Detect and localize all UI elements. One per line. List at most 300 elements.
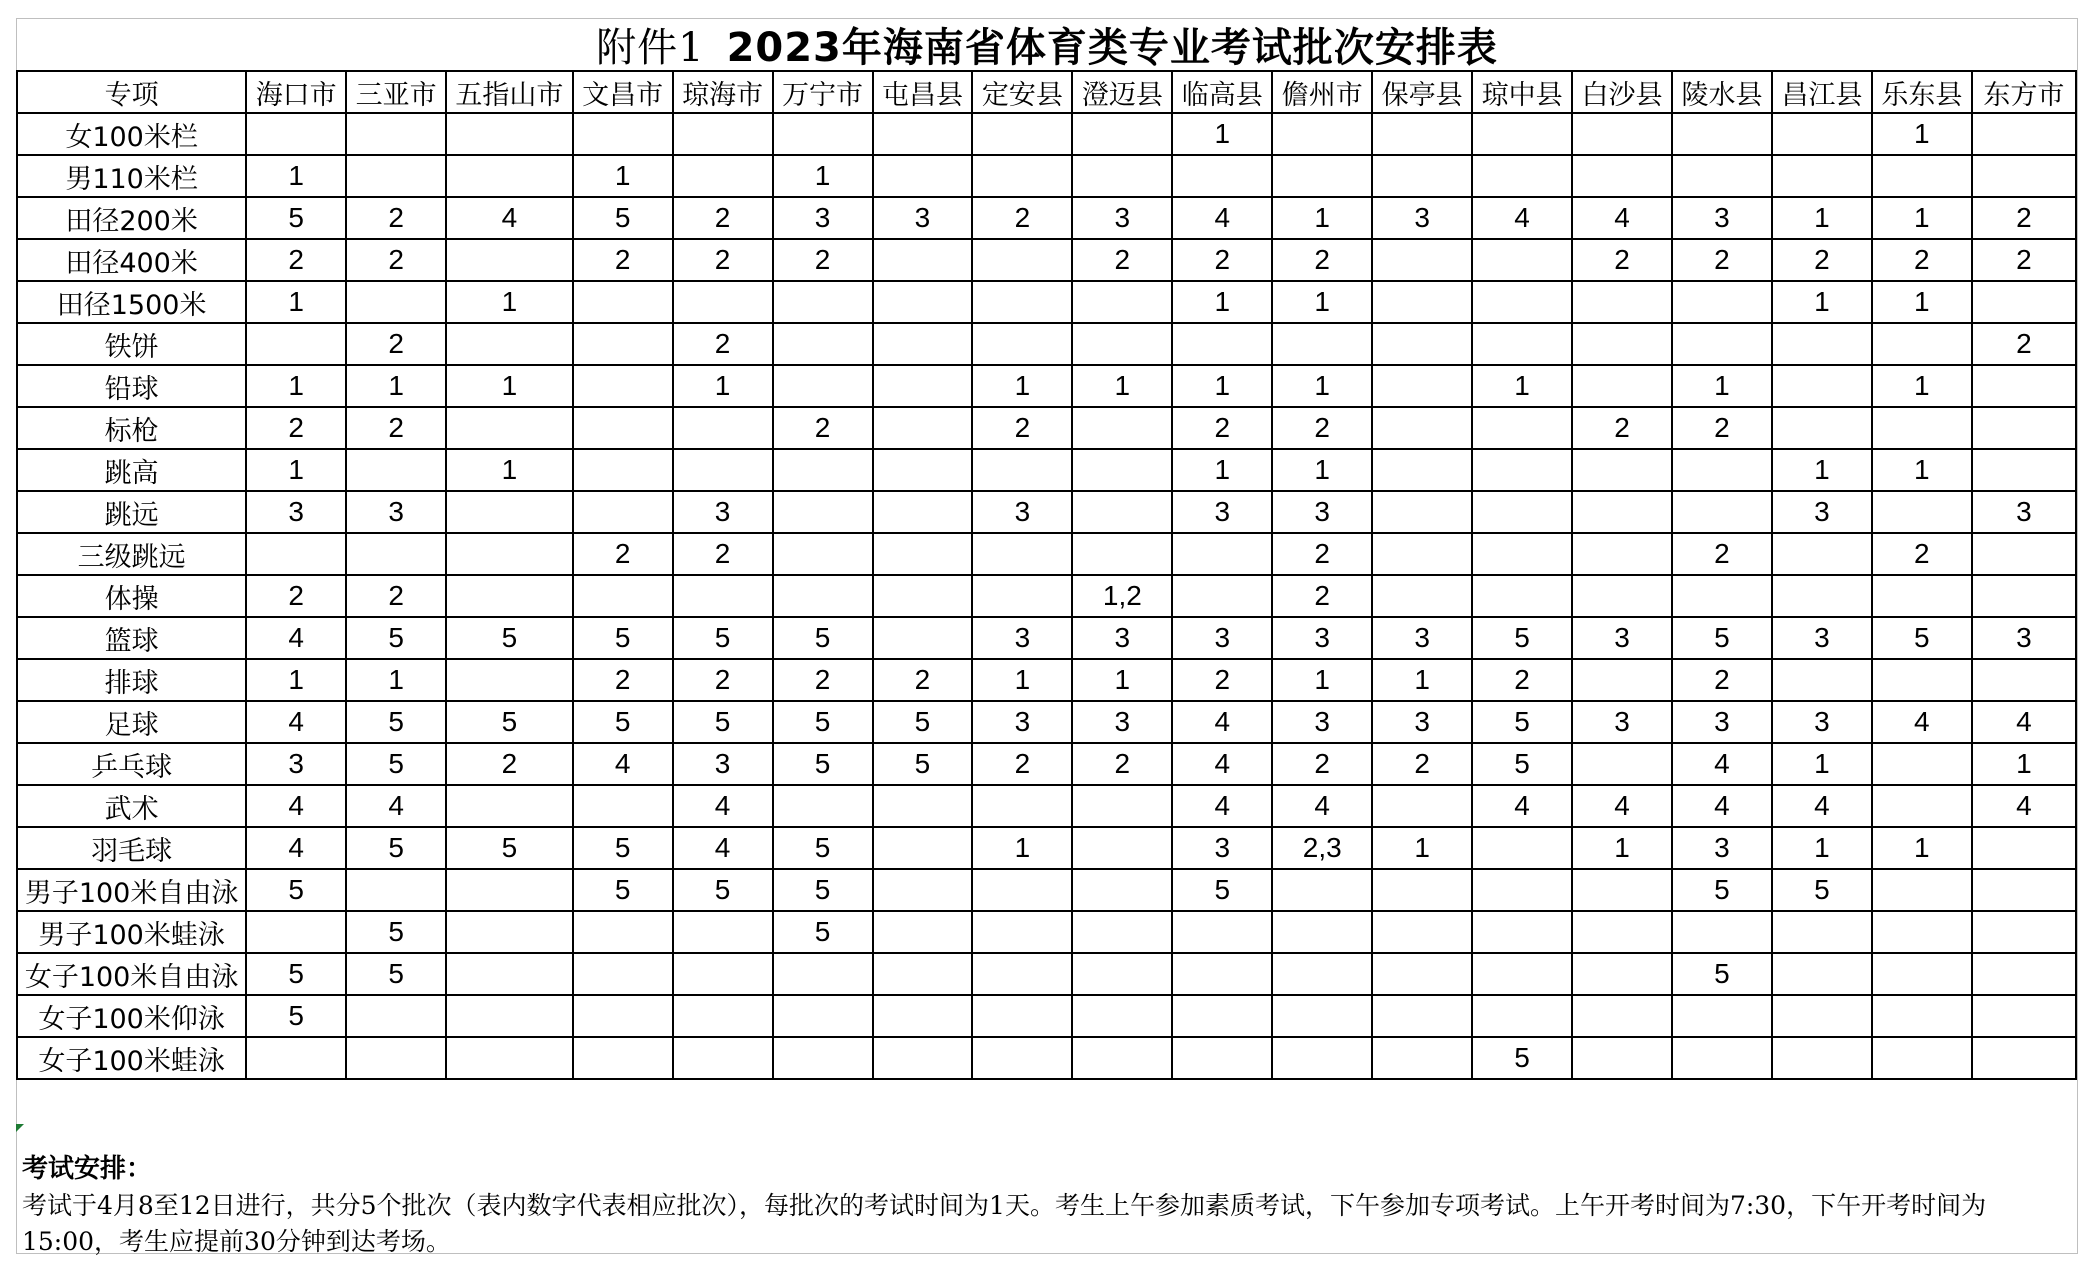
table-cell[interactable]: 4 bbox=[1672, 743, 1772, 785]
table-cell[interactable] bbox=[1972, 281, 2076, 323]
table-cell[interactable]: 1 bbox=[446, 449, 573, 491]
table-cell[interactable]: 2 bbox=[1272, 239, 1372, 281]
row-header-cell[interactable]: 男子100米自由泳 bbox=[17, 869, 246, 911]
table-cell[interactable]: 5 bbox=[246, 995, 346, 1037]
table-cell[interactable] bbox=[446, 995, 573, 1037]
table-cell[interactable]: 2 bbox=[1272, 407, 1372, 449]
table-cell[interactable]: 1 bbox=[1272, 449, 1372, 491]
table-cell[interactable] bbox=[1372, 155, 1472, 197]
table-cell[interactable] bbox=[1072, 995, 1172, 1037]
table-cell[interactable]: 5 bbox=[873, 701, 973, 743]
table-cell[interactable] bbox=[1372, 365, 1472, 407]
table-cell[interactable] bbox=[1672, 575, 1772, 617]
row-header-cell[interactable]: 田径200米 bbox=[17, 197, 246, 239]
table-cell[interactable]: 2 bbox=[246, 575, 346, 617]
table-cell[interactable] bbox=[446, 911, 573, 953]
table-cell[interactable]: 4 bbox=[446, 197, 573, 239]
table-cell[interactable]: 5 bbox=[573, 701, 673, 743]
table-cell[interactable]: 3 bbox=[1772, 617, 1872, 659]
table-cell[interactable]: 5 bbox=[773, 827, 873, 869]
table-cell[interactable] bbox=[1172, 995, 1272, 1037]
table-cell[interactable] bbox=[873, 617, 973, 659]
column-header-cell[interactable]: 白沙县 bbox=[1572, 71, 1672, 113]
table-cell[interactable] bbox=[346, 533, 446, 575]
table-cell[interactable] bbox=[1072, 407, 1172, 449]
table-cell[interactable] bbox=[873, 113, 973, 155]
table-cell[interactable]: 1 bbox=[972, 659, 1072, 701]
table-cell[interactable]: 5 bbox=[1772, 869, 1872, 911]
table-cell[interactable] bbox=[1172, 533, 1272, 575]
table-cell[interactable] bbox=[1772, 365, 1872, 407]
table-cell[interactable] bbox=[1872, 407, 1972, 449]
table-cell[interactable] bbox=[673, 407, 773, 449]
table-cell[interactable] bbox=[1172, 155, 1272, 197]
table-cell[interactable] bbox=[1872, 911, 1972, 953]
table-cell[interactable]: 3 bbox=[972, 617, 1072, 659]
table-cell[interactable]: 5 bbox=[873, 743, 973, 785]
table-cell[interactable] bbox=[773, 953, 873, 995]
table-cell[interactable]: 1 bbox=[1772, 281, 1872, 323]
table-cell[interactable] bbox=[1372, 533, 1472, 575]
table-cell[interactable]: 1 bbox=[346, 659, 446, 701]
table-cell[interactable]: 4 bbox=[1472, 785, 1572, 827]
table-cell[interactable]: 1 bbox=[446, 281, 573, 323]
table-cell[interactable] bbox=[1472, 113, 1572, 155]
table-cell[interactable]: 5 bbox=[673, 617, 773, 659]
table-cell[interactable] bbox=[1572, 449, 1672, 491]
table-cell[interactable] bbox=[1372, 1037, 1472, 1079]
table-cell[interactable] bbox=[972, 869, 1072, 911]
table-cell[interactable] bbox=[573, 491, 673, 533]
table-cell[interactable]: 1 bbox=[346, 365, 446, 407]
table-cell[interactable] bbox=[873, 827, 973, 869]
table-cell[interactable] bbox=[773, 575, 873, 617]
table-cell[interactable] bbox=[1372, 491, 1472, 533]
row-header-cell[interactable]: 女100米栏 bbox=[17, 113, 246, 155]
table-cell[interactable]: 3 bbox=[1672, 701, 1772, 743]
table-cell[interactable]: 2 bbox=[1072, 743, 1172, 785]
table-cell[interactable] bbox=[1472, 407, 1572, 449]
table-cell[interactable] bbox=[573, 113, 673, 155]
table-cell[interactable] bbox=[1372, 911, 1472, 953]
table-cell[interactable] bbox=[1572, 659, 1672, 701]
table-cell[interactable] bbox=[873, 155, 973, 197]
table-cell[interactable]: 1 bbox=[972, 365, 1072, 407]
table-cell[interactable]: 4 bbox=[246, 827, 346, 869]
table-cell[interactable] bbox=[1672, 449, 1772, 491]
table-cell[interactable]: 5 bbox=[1172, 869, 1272, 911]
table-cell[interactable] bbox=[1072, 911, 1172, 953]
table-cell[interactable]: 3 bbox=[1172, 827, 1272, 869]
table-cell[interactable] bbox=[1272, 869, 1372, 911]
table-cell[interactable] bbox=[1572, 911, 1672, 953]
column-header-cell[interactable]: 陵水县 bbox=[1672, 71, 1772, 113]
table-cell[interactable] bbox=[1172, 575, 1272, 617]
table-cell[interactable] bbox=[873, 533, 973, 575]
table-cell[interactable] bbox=[246, 1037, 346, 1079]
column-header-cell[interactable]: 海口市 bbox=[246, 71, 346, 113]
table-cell[interactable]: 3 bbox=[1772, 491, 1872, 533]
table-cell[interactable]: 3 bbox=[673, 491, 773, 533]
table-cell[interactable] bbox=[1172, 911, 1272, 953]
table-cell[interactable] bbox=[972, 281, 1072, 323]
row-header-cell[interactable]: 三级跳远 bbox=[17, 533, 246, 575]
table-cell[interactable]: 5 bbox=[573, 827, 673, 869]
table-cell[interactable]: 2 bbox=[446, 743, 573, 785]
table-cell[interactable] bbox=[1372, 575, 1472, 617]
table-cell[interactable]: 2 bbox=[773, 659, 873, 701]
row-header-cell[interactable]: 足球 bbox=[17, 701, 246, 743]
table-cell[interactable] bbox=[1272, 1037, 1372, 1079]
table-cell[interactable] bbox=[972, 323, 1072, 365]
column-header-cell[interactable]: 东方市 bbox=[1972, 71, 2076, 113]
table-cell[interactable]: 2 bbox=[972, 407, 1072, 449]
row-header-cell[interactable]: 篮球 bbox=[17, 617, 246, 659]
table-cell[interactable]: 1 bbox=[1972, 743, 2076, 785]
table-cell[interactable]: 2 bbox=[346, 323, 446, 365]
table-cell[interactable] bbox=[873, 323, 973, 365]
table-cell[interactable] bbox=[873, 491, 973, 533]
table-cell[interactable]: 2 bbox=[1572, 239, 1672, 281]
corner-header-cell[interactable]: 专项 bbox=[17, 71, 246, 113]
table-cell[interactable] bbox=[1972, 827, 2076, 869]
table-cell[interactable]: 4 bbox=[573, 743, 673, 785]
table-cell[interactable]: 1 bbox=[1872, 827, 1972, 869]
table-cell[interactable]: 3 bbox=[1272, 491, 1372, 533]
table-cell[interactable] bbox=[1372, 113, 1472, 155]
table-cell[interactable] bbox=[446, 953, 573, 995]
column-header-cell[interactable]: 琼中县 bbox=[1472, 71, 1572, 113]
table-cell[interactable]: 2 bbox=[1272, 743, 1372, 785]
table-cell[interactable] bbox=[1572, 869, 1672, 911]
table-cell[interactable] bbox=[446, 491, 573, 533]
table-cell[interactable] bbox=[1272, 113, 1372, 155]
table-cell[interactable] bbox=[972, 995, 1072, 1037]
table-cell[interactable] bbox=[1772, 953, 1872, 995]
row-header-cell[interactable]: 标枪 bbox=[17, 407, 246, 449]
table-cell[interactable]: 2 bbox=[1272, 533, 1372, 575]
table-cell[interactable] bbox=[1272, 155, 1372, 197]
row-header-cell[interactable]: 男子100米蛙泳 bbox=[17, 911, 246, 953]
table-cell[interactable] bbox=[1972, 953, 2076, 995]
table-cell[interactable]: 4 bbox=[673, 827, 773, 869]
table-cell[interactable]: 4 bbox=[1172, 701, 1272, 743]
table-cell[interactable]: 2 bbox=[1972, 239, 2076, 281]
row-header-cell[interactable]: 乒乓球 bbox=[17, 743, 246, 785]
table-cell[interactable]: 4 bbox=[1572, 197, 1672, 239]
table-cell[interactable]: 1 bbox=[1872, 113, 1972, 155]
table-cell[interactable] bbox=[1672, 113, 1772, 155]
table-cell[interactable] bbox=[1372, 995, 1472, 1037]
table-cell[interactable] bbox=[1972, 155, 2076, 197]
table-cell[interactable]: 4 bbox=[246, 701, 346, 743]
table-cell[interactable] bbox=[873, 407, 973, 449]
table-cell[interactable] bbox=[573, 323, 673, 365]
column-header-cell[interactable]: 临高县 bbox=[1172, 71, 1272, 113]
table-cell[interactable] bbox=[873, 575, 973, 617]
table-cell[interactable] bbox=[773, 491, 873, 533]
table-cell[interactable] bbox=[346, 449, 446, 491]
table-cell[interactable] bbox=[446, 533, 573, 575]
table-cell[interactable] bbox=[1572, 323, 1672, 365]
table-cell[interactable] bbox=[1972, 449, 2076, 491]
table-cell[interactable] bbox=[1172, 953, 1272, 995]
table-cell[interactable] bbox=[1572, 155, 1672, 197]
table-cell[interactable]: 1 bbox=[1172, 365, 1272, 407]
table-cell[interactable]: 1 bbox=[1772, 743, 1872, 785]
table-cell[interactable] bbox=[1472, 953, 1572, 995]
table-cell[interactable] bbox=[773, 1037, 873, 1079]
table-cell[interactable] bbox=[972, 239, 1072, 281]
table-cell[interactable]: 4 bbox=[1172, 743, 1272, 785]
table-cell[interactable]: 4 bbox=[1972, 701, 2076, 743]
table-cell[interactable] bbox=[773, 281, 873, 323]
table-cell[interactable]: 3 bbox=[1372, 197, 1472, 239]
table-cell[interactable] bbox=[873, 995, 973, 1037]
table-cell[interactable] bbox=[773, 995, 873, 1037]
table-cell[interactable] bbox=[1972, 911, 2076, 953]
table-cell[interactable]: 1 bbox=[1172, 113, 1272, 155]
table-cell[interactable]: 1 bbox=[1372, 827, 1472, 869]
table-cell[interactable] bbox=[1872, 659, 1972, 701]
table-cell[interactable]: 2 bbox=[1672, 407, 1772, 449]
table-cell[interactable]: 3 bbox=[1272, 701, 1372, 743]
table-cell[interactable]: 3 bbox=[1672, 827, 1772, 869]
table-cell[interactable] bbox=[1272, 995, 1372, 1037]
table-cell[interactable]: 4 bbox=[1972, 785, 2076, 827]
table-cell[interactable]: 1 bbox=[1872, 365, 1972, 407]
table-cell[interactable] bbox=[1072, 533, 1172, 575]
table-cell[interactable]: 5 bbox=[346, 743, 446, 785]
table-cell[interactable] bbox=[1772, 659, 1872, 701]
table-cell[interactable]: 2 bbox=[1072, 239, 1172, 281]
table-cell[interactable]: 2 bbox=[1972, 323, 2076, 365]
table-cell[interactable] bbox=[1372, 449, 1472, 491]
table-cell[interactable]: 1 bbox=[972, 827, 1072, 869]
table-cell[interactable] bbox=[773, 449, 873, 491]
table-cell[interactable]: 1 bbox=[1872, 281, 1972, 323]
table-cell[interactable]: 5 bbox=[573, 197, 673, 239]
table-cell[interactable]: 4 bbox=[246, 785, 346, 827]
table-cell[interactable] bbox=[1672, 155, 1772, 197]
table-cell[interactable] bbox=[446, 323, 573, 365]
table-cell[interactable] bbox=[1872, 491, 1972, 533]
table-cell[interactable]: 3 bbox=[972, 491, 1072, 533]
table-cell[interactable]: 2 bbox=[873, 659, 973, 701]
table-cell[interactable] bbox=[972, 575, 1072, 617]
table-cell[interactable] bbox=[1272, 911, 1372, 953]
table-cell[interactable]: 2 bbox=[773, 407, 873, 449]
table-cell[interactable] bbox=[1372, 281, 1472, 323]
table-cell[interactable]: 5 bbox=[346, 827, 446, 869]
table-cell[interactable] bbox=[246, 911, 346, 953]
table-cell[interactable]: 3 bbox=[1272, 617, 1372, 659]
table-cell[interactable]: 2 bbox=[673, 239, 773, 281]
table-cell[interactable]: 3 bbox=[1672, 197, 1772, 239]
table-cell[interactable] bbox=[1472, 995, 1572, 1037]
table-cell[interactable] bbox=[1672, 281, 1772, 323]
table-cell[interactable] bbox=[873, 281, 973, 323]
row-header-cell[interactable]: 羽毛球 bbox=[17, 827, 246, 869]
table-cell[interactable] bbox=[1572, 533, 1672, 575]
table-cell[interactable]: 1 bbox=[1872, 449, 1972, 491]
table-cell[interactable]: 5 bbox=[673, 701, 773, 743]
table-cell[interactable]: 2 bbox=[1872, 239, 1972, 281]
table-cell[interactable] bbox=[246, 533, 346, 575]
table-cell[interactable]: 3 bbox=[246, 491, 346, 533]
table-cell[interactable]: 1 bbox=[673, 365, 773, 407]
row-header-cell[interactable]: 女子100米仰泳 bbox=[17, 995, 246, 1037]
table-cell[interactable]: 2 bbox=[1472, 659, 1572, 701]
table-cell[interactable] bbox=[1772, 155, 1872, 197]
table-cell[interactable] bbox=[1672, 1037, 1772, 1079]
table-cell[interactable]: 4 bbox=[346, 785, 446, 827]
table-cell[interactable]: 4 bbox=[1872, 701, 1972, 743]
table-cell[interactable] bbox=[1872, 743, 1972, 785]
table-cell[interactable] bbox=[1972, 1037, 2076, 1079]
table-cell[interactable]: 3 bbox=[1072, 617, 1172, 659]
table-cell[interactable] bbox=[1672, 323, 1772, 365]
table-cell[interactable] bbox=[1972, 533, 2076, 575]
table-cell[interactable] bbox=[673, 575, 773, 617]
table-cell[interactable] bbox=[573, 281, 673, 323]
table-cell[interactable]: 2 bbox=[972, 743, 1072, 785]
table-cell[interactable]: 2 bbox=[1672, 533, 1772, 575]
table-cell[interactable] bbox=[673, 995, 773, 1037]
table-cell[interactable]: 3 bbox=[246, 743, 346, 785]
table-cell[interactable] bbox=[972, 449, 1072, 491]
table-cell[interactable] bbox=[246, 323, 346, 365]
table-cell[interactable]: 5 bbox=[1672, 617, 1772, 659]
table-cell[interactable] bbox=[873, 869, 973, 911]
table-cell[interactable]: 5 bbox=[446, 827, 573, 869]
table-cell[interactable] bbox=[873, 785, 973, 827]
table-cell[interactable]: 3 bbox=[346, 491, 446, 533]
table-cell[interactable] bbox=[1872, 575, 1972, 617]
table-cell[interactable] bbox=[873, 1037, 973, 1079]
table-cell[interactable]: 2 bbox=[573, 533, 673, 575]
table-cell[interactable] bbox=[673, 449, 773, 491]
table-cell[interactable] bbox=[446, 407, 573, 449]
table-cell[interactable] bbox=[972, 113, 1072, 155]
table-cell[interactable]: 2 bbox=[346, 239, 446, 281]
table-cell[interactable] bbox=[246, 113, 346, 155]
table-cell[interactable]: 3 bbox=[1172, 617, 1272, 659]
table-cell[interactable]: 3 bbox=[773, 197, 873, 239]
table-cell[interactable]: 1 bbox=[1072, 365, 1172, 407]
table-cell[interactable]: 5 bbox=[673, 869, 773, 911]
table-cell[interactable]: 1 bbox=[246, 281, 346, 323]
table-cell[interactable] bbox=[873, 449, 973, 491]
table-cell[interactable] bbox=[1072, 113, 1172, 155]
table-cell[interactable]: 1 bbox=[1272, 365, 1372, 407]
table-cell[interactable] bbox=[1372, 239, 1472, 281]
table-cell[interactable] bbox=[673, 155, 773, 197]
table-cell[interactable] bbox=[1572, 575, 1672, 617]
table-cell[interactable]: 5 bbox=[1472, 1037, 1572, 1079]
table-cell[interactable] bbox=[1772, 911, 1872, 953]
column-header-cell[interactable]: 万宁市 bbox=[773, 71, 873, 113]
table-cell[interactable]: 2,3 bbox=[1272, 827, 1372, 869]
table-cell[interactable] bbox=[573, 575, 673, 617]
table-cell[interactable] bbox=[1872, 1037, 1972, 1079]
table-cell[interactable] bbox=[773, 533, 873, 575]
table-cell[interactable]: 5 bbox=[1872, 617, 1972, 659]
table-cell[interactable]: 4 bbox=[1472, 197, 1572, 239]
table-cell[interactable] bbox=[346, 155, 446, 197]
table-cell[interactable] bbox=[1472, 827, 1572, 869]
table-cell[interactable] bbox=[1972, 365, 2076, 407]
table-cell[interactable]: 3 bbox=[1072, 701, 1172, 743]
table-cell[interactable]: 3 bbox=[1972, 491, 2076, 533]
column-header-cell[interactable]: 三亚市 bbox=[346, 71, 446, 113]
table-cell[interactable]: 5 bbox=[773, 701, 873, 743]
table-cell[interactable] bbox=[446, 869, 573, 911]
table-cell[interactable] bbox=[1072, 449, 1172, 491]
table-cell[interactable]: 1 bbox=[1672, 365, 1772, 407]
table-cell[interactable]: 5 bbox=[573, 869, 673, 911]
table-cell[interactable]: 3 bbox=[873, 197, 973, 239]
table-cell[interactable] bbox=[573, 911, 673, 953]
column-header-cell[interactable]: 保亭县 bbox=[1372, 71, 1472, 113]
row-header-cell[interactable]: 体操 bbox=[17, 575, 246, 617]
table-cell[interactable] bbox=[1172, 1037, 1272, 1079]
table-cell[interactable] bbox=[1472, 281, 1572, 323]
table-cell[interactable] bbox=[972, 533, 1072, 575]
table-cell[interactable] bbox=[1572, 491, 1672, 533]
table-cell[interactable]: 5 bbox=[346, 617, 446, 659]
table-cell[interactable] bbox=[573, 449, 673, 491]
table-cell[interactable]: 2 bbox=[246, 239, 346, 281]
table-cell[interactable] bbox=[1872, 995, 1972, 1037]
table-cell[interactable] bbox=[1472, 449, 1572, 491]
table-cell[interactable] bbox=[446, 1037, 573, 1079]
table-cell[interactable] bbox=[673, 113, 773, 155]
row-header-cell[interactable]: 武术 bbox=[17, 785, 246, 827]
table-cell[interactable]: 5 bbox=[773, 743, 873, 785]
table-cell[interactable]: 3 bbox=[1572, 617, 1672, 659]
table-cell[interactable] bbox=[446, 575, 573, 617]
table-cell[interactable] bbox=[1572, 995, 1672, 1037]
row-header-cell[interactable]: 田径400米 bbox=[17, 239, 246, 281]
table-cell[interactable]: 1 bbox=[246, 659, 346, 701]
table-cell[interactable] bbox=[1572, 365, 1672, 407]
table-cell[interactable]: 3 bbox=[1772, 701, 1872, 743]
table-cell[interactable]: 1 bbox=[1772, 449, 1872, 491]
table-cell[interactable]: 5 bbox=[1672, 869, 1772, 911]
table-cell[interactable]: 1 bbox=[1272, 659, 1372, 701]
table-cell[interactable] bbox=[972, 785, 1072, 827]
table-cell[interactable]: 1 bbox=[1172, 449, 1272, 491]
table-cell[interactable]: 5 bbox=[1672, 953, 1772, 995]
table-cell[interactable]: 5 bbox=[446, 701, 573, 743]
column-header-cell[interactable]: 乐东县 bbox=[1872, 71, 1972, 113]
table-cell[interactable]: 2 bbox=[1672, 239, 1772, 281]
table-cell[interactable] bbox=[1972, 869, 2076, 911]
table-cell[interactable] bbox=[1872, 785, 1972, 827]
table-cell[interactable] bbox=[673, 911, 773, 953]
column-header-cell[interactable]: 昌江县 bbox=[1772, 71, 1872, 113]
table-cell[interactable] bbox=[773, 365, 873, 407]
table-cell[interactable]: 2 bbox=[1772, 239, 1872, 281]
table-cell[interactable] bbox=[1972, 113, 2076, 155]
table-cell[interactable] bbox=[446, 659, 573, 701]
table-cell[interactable] bbox=[1072, 323, 1172, 365]
table-cell[interactable]: 5 bbox=[773, 911, 873, 953]
table-cell[interactable] bbox=[1372, 323, 1472, 365]
table-cell[interactable]: 2 bbox=[972, 197, 1072, 239]
table-cell[interactable] bbox=[1072, 827, 1172, 869]
